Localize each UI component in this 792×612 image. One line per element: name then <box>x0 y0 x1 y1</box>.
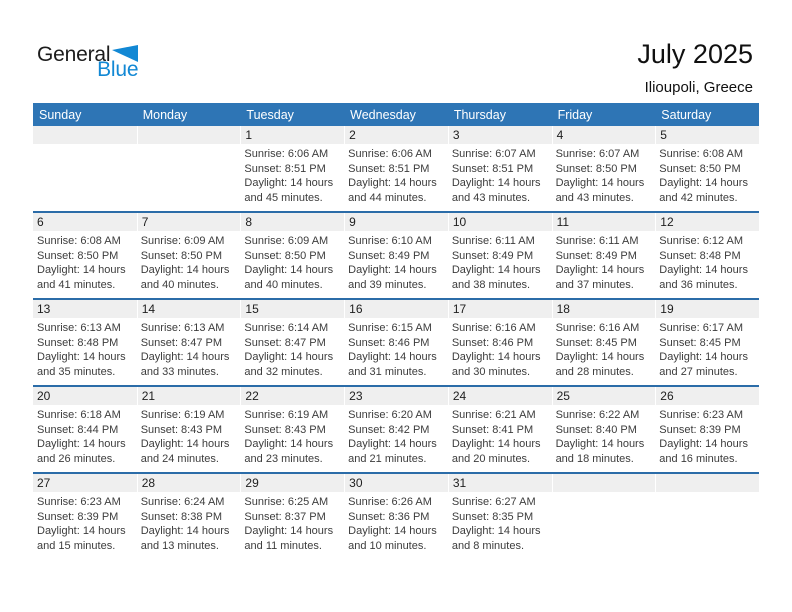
sunset-line: Sunset: 8:35 PM <box>451 510 534 523</box>
daylight-line-1: Daylight: 14 hours <box>555 438 645 451</box>
logo-blue-text: Blue <box>97 58 139 81</box>
day-details <box>137 405 241 472</box>
day-cell <box>344 213 448 298</box>
day-number: 18 <box>552 300 656 318</box>
day-cell <box>552 300 656 385</box>
day-details <box>655 318 759 385</box>
day-number: 23 <box>344 387 448 405</box>
daylight-line-2: and 39 minutes. <box>348 278 427 291</box>
sunset-line: Sunset: 8:38 PM <box>140 510 223 523</box>
daylight-line-2: and 18 minutes. <box>555 452 634 465</box>
daylight-line-1: Daylight: 14 hours <box>140 264 230 277</box>
day-details <box>33 231 137 298</box>
day-details <box>240 405 344 472</box>
daylight-line-1: Daylight: 14 hours <box>37 525 126 538</box>
sunrise-line: Sunrise: 6:21 AM <box>451 409 536 421</box>
sunset-line: Sunset: 8:41 PM <box>451 423 534 436</box>
day-details <box>344 405 448 472</box>
daylight-line-2: and 23 minutes. <box>244 452 323 465</box>
daylight-line-1: Daylight: 14 hours <box>348 438 437 451</box>
day-cell <box>448 300 552 385</box>
sunset-line: Sunset: 8:48 PM <box>37 336 119 349</box>
day-cell <box>448 387 552 472</box>
sunrise-line: Sunrise: 6:19 AM <box>244 409 329 421</box>
day-number: 5 <box>655 126 759 144</box>
day-details <box>344 492 448 559</box>
sunrise-line: Sunrise: 6:16 AM <box>451 322 536 334</box>
daylight-line-2: and 27 minutes. <box>659 365 738 378</box>
day-details <box>552 318 656 385</box>
day-number: 8 <box>240 213 344 231</box>
daylight-line-2: and 30 minutes. <box>451 365 531 378</box>
day-cell <box>344 387 448 472</box>
sunrise-line: Sunrise: 6:07 AM <box>555 148 640 160</box>
sunrise-line: Sunrise: 6:11 AM <box>451 235 535 247</box>
day-cell <box>240 387 344 472</box>
sunset-line: Sunset: 8:47 PM <box>244 336 326 349</box>
empty-day-cell <box>33 126 137 211</box>
empty-day-cell <box>655 474 759 559</box>
sunset-line: Sunset: 8:49 PM <box>451 249 534 262</box>
daylight-line-1: Daylight: 14 hours <box>37 438 126 451</box>
daylight-line-2: and 44 minutes. <box>348 191 427 204</box>
daylight-line-1: Daylight: 14 hours <box>244 351 334 364</box>
sunset-line: Sunset: 8:42 PM <box>348 423 430 436</box>
daylight-line-2: and 42 minutes. <box>659 191 738 204</box>
day-details <box>448 405 552 472</box>
sunrise-line: Sunrise: 6:12 AM <box>659 235 744 247</box>
sunset-line: Sunset: 8:44 PM <box>37 423 119 436</box>
page-location: Ilioupoli, Greece <box>644 78 753 96</box>
sunrise-line: Sunrise: 6:07 AM <box>451 148 536 160</box>
sunrise-line: Sunrise: 6:20 AM <box>348 409 432 421</box>
daylight-line-2: and 41 minutes. <box>37 278 116 291</box>
calendar-table <box>33 103 759 559</box>
week-row <box>33 126 759 211</box>
day-details <box>655 492 759 559</box>
sunrise-line: Sunrise: 6:09 AM <box>140 235 225 247</box>
day-cell <box>655 126 759 211</box>
day-number: 30 <box>344 474 448 492</box>
daylight-line-2: and 43 minutes. <box>555 191 634 204</box>
sunrise-line: Sunrise: 6:22 AM <box>555 409 640 421</box>
day-details <box>552 231 656 298</box>
daylight-line-1: Daylight: 14 hours <box>451 438 541 451</box>
day-number: 16 <box>344 300 448 318</box>
sunrise-line: Sunrise: 6:14 AM <box>244 322 329 334</box>
day-number <box>552 474 656 492</box>
daylight-line-1: Daylight: 14 hours <box>140 438 230 451</box>
day-cell <box>240 300 344 385</box>
week-row <box>33 472 759 559</box>
sunset-line: Sunset: 8:45 PM <box>659 336 741 349</box>
daylight-line-2: and 15 minutes. <box>37 539 116 552</box>
day-number: 4 <box>552 126 656 144</box>
daylight-line-1: Daylight: 14 hours <box>348 177 437 190</box>
day-number <box>137 126 241 144</box>
daylight-line-2: and 28 minutes. <box>555 365 634 378</box>
daylight-line-2: and 16 minutes. <box>659 452 738 465</box>
day-number: 24 <box>448 387 552 405</box>
sunset-line: Sunset: 8:49 PM <box>348 249 430 262</box>
logo-general-text: General <box>37 43 111 66</box>
daylight-line-1: Daylight: 14 hours <box>244 525 334 538</box>
daylight-line-1: Daylight: 14 hours <box>140 351 230 364</box>
day-details <box>552 405 656 472</box>
sunset-line: Sunset: 8:49 PM <box>555 249 637 262</box>
day-details <box>240 492 344 559</box>
empty-day-cell <box>552 474 656 559</box>
daylight-line-2: and 32 minutes. <box>244 365 323 378</box>
day-cell <box>448 126 552 211</box>
page-title: July 2025 <box>637 39 753 69</box>
title-block <box>637 40 753 96</box>
day-number: 26 <box>655 387 759 405</box>
sunset-line: Sunset: 8:50 PM <box>659 162 741 175</box>
day-details <box>240 144 344 211</box>
day-cell <box>240 213 344 298</box>
day-details <box>552 144 656 211</box>
daylight-line-2: and 13 minutes. <box>140 539 219 552</box>
daylight-line-2: and 8 minutes. <box>451 539 524 552</box>
day-cell <box>448 213 552 298</box>
sunset-line: Sunset: 8:46 PM <box>348 336 430 349</box>
daylight-line-2: and 36 minutes. <box>659 278 738 291</box>
day-number: 20 <box>33 387 137 405</box>
day-cell <box>552 387 656 472</box>
day-number <box>33 126 137 144</box>
day-cell <box>137 213 241 298</box>
day-number: 9 <box>344 213 448 231</box>
day-number: 14 <box>137 300 241 318</box>
sunset-line: Sunset: 8:51 PM <box>451 162 534 175</box>
sunset-line: Sunset: 8:50 PM <box>140 249 223 262</box>
daylight-line-2: and 33 minutes. <box>140 365 219 378</box>
sunrise-line: Sunrise: 6:23 AM <box>37 496 121 508</box>
sunrise-line: Sunrise: 6:11 AM <box>555 235 639 247</box>
sunset-line: Sunset: 8:37 PM <box>244 510 326 523</box>
day-number: 25 <box>552 387 656 405</box>
daylight-line-2: and 43 minutes. <box>451 191 531 204</box>
day-details <box>655 231 759 298</box>
day-number: 7 <box>137 213 241 231</box>
daylight-line-1: Daylight: 14 hours <box>37 351 126 364</box>
day-cell <box>552 213 656 298</box>
day-details <box>448 492 552 559</box>
daylight-line-1: Daylight: 14 hours <box>659 438 748 451</box>
week-row <box>33 385 759 472</box>
day-cell <box>448 474 552 559</box>
weekday-friday: Friday <box>557 107 593 122</box>
day-details <box>448 144 552 211</box>
sunrise-line: Sunrise: 6:24 AM <box>140 496 225 508</box>
day-number: 2 <box>344 126 448 144</box>
empty-day-cell <box>137 126 241 211</box>
weekday-tuesday: Tuesday <box>246 107 294 122</box>
daylight-line-1: Daylight: 14 hours <box>244 177 334 190</box>
sunset-line: Sunset: 8:39 PM <box>37 510 119 523</box>
sunset-line: Sunset: 8:47 PM <box>140 336 223 349</box>
day-number: 31 <box>448 474 552 492</box>
day-cell <box>344 300 448 385</box>
day-details <box>552 492 656 559</box>
day-cell <box>33 474 137 559</box>
sunset-line: Sunset: 8:39 PM <box>659 423 741 436</box>
daylight-line-1: Daylight: 14 hours <box>659 264 748 277</box>
day-cell <box>240 126 344 211</box>
day-details <box>137 492 241 559</box>
sunrise-line: Sunrise: 6:23 AM <box>659 409 744 421</box>
daylight-line-2: and 10 minutes. <box>348 539 427 552</box>
day-details <box>344 231 448 298</box>
day-number: 22 <box>240 387 344 405</box>
sunset-line: Sunset: 8:51 PM <box>244 162 326 175</box>
daylight-line-1: Daylight: 14 hours <box>348 351 437 364</box>
day-details <box>137 318 241 385</box>
daylight-line-1: Daylight: 14 hours <box>659 177 748 190</box>
sunset-line: Sunset: 8:46 PM <box>451 336 534 349</box>
day-number: 3 <box>448 126 552 144</box>
sunrise-line: Sunrise: 6:25 AM <box>244 496 329 508</box>
weekday-wednesday: Wednesday <box>350 107 416 122</box>
day-details <box>33 405 137 472</box>
day-number: 15 <box>240 300 344 318</box>
sunrise-line: Sunrise: 6:08 AM <box>37 235 121 247</box>
day-details <box>448 231 552 298</box>
sunrise-line: Sunrise: 6:13 AM <box>37 322 121 334</box>
sunrise-line: Sunrise: 6:06 AM <box>244 148 329 160</box>
day-number: 1 <box>240 126 344 144</box>
weekday-saturday: Saturday <box>661 107 712 122</box>
day-number: 27 <box>33 474 137 492</box>
weekday-header <box>33 103 759 126</box>
day-number: 6 <box>33 213 137 231</box>
sunrise-line: Sunrise: 6:13 AM <box>140 322 225 334</box>
day-number: 12 <box>655 213 759 231</box>
day-number: 13 <box>33 300 137 318</box>
daylight-line-2: and 31 minutes. <box>348 365 427 378</box>
general-blue-logo <box>37 44 138 80</box>
day-number: 11 <box>552 213 656 231</box>
day-cell <box>137 474 241 559</box>
sunset-line: Sunset: 8:43 PM <box>244 423 326 436</box>
sunrise-line: Sunrise: 6:09 AM <box>244 235 329 247</box>
daylight-line-1: Daylight: 14 hours <box>555 264 645 277</box>
day-details <box>655 144 759 211</box>
daylight-line-1: Daylight: 14 hours <box>37 264 126 277</box>
daylight-line-2: and 24 minutes. <box>140 452 219 465</box>
sunrise-line: Sunrise: 6:27 AM <box>451 496 536 508</box>
daylight-line-1: Daylight: 14 hours <box>451 525 541 538</box>
daylight-line-2: and 38 minutes. <box>451 278 531 291</box>
week-row <box>33 211 759 298</box>
daylight-line-1: Daylight: 14 hours <box>451 351 541 364</box>
day-cell <box>240 474 344 559</box>
sunrise-line: Sunrise: 6:15 AM <box>348 322 432 334</box>
calendar-weeks <box>33 126 759 559</box>
daylight-line-2: and 45 minutes. <box>244 191 323 204</box>
sunrise-line: Sunrise: 6:06 AM <box>348 148 432 160</box>
day-number: 17 <box>448 300 552 318</box>
day-details <box>655 405 759 472</box>
sunset-line: Sunset: 8:45 PM <box>555 336 637 349</box>
daylight-line-1: Daylight: 14 hours <box>555 351 645 364</box>
day-details <box>448 318 552 385</box>
sunrise-line: Sunrise: 6:19 AM <box>140 409 225 421</box>
day-number <box>655 474 759 492</box>
daylight-line-2: and 37 minutes. <box>555 278 634 291</box>
daylight-line-2: and 11 minutes. <box>244 539 322 552</box>
sunset-line: Sunset: 8:50 PM <box>244 249 326 262</box>
day-details <box>344 318 448 385</box>
sunset-line: Sunset: 8:50 PM <box>555 162 637 175</box>
daylight-line-2: and 35 minutes. <box>37 365 116 378</box>
day-cell <box>655 300 759 385</box>
day-details <box>137 231 241 298</box>
sunrise-line: Sunrise: 6:08 AM <box>659 148 744 160</box>
day-cell <box>655 387 759 472</box>
sunset-line: Sunset: 8:43 PM <box>140 423 223 436</box>
day-number: 28 <box>137 474 241 492</box>
daylight-line-1: Daylight: 14 hours <box>348 264 437 277</box>
daylight-line-1: Daylight: 14 hours <box>451 177 541 190</box>
day-details <box>33 492 137 559</box>
day-cell <box>33 213 137 298</box>
day-details <box>33 318 137 385</box>
daylight-line-1: Daylight: 14 hours <box>451 264 541 277</box>
day-cell <box>344 126 448 211</box>
weekday-sunday: Sunday <box>39 107 82 122</box>
day-details <box>344 144 448 211</box>
sunrise-line: Sunrise: 6:10 AM <box>348 235 432 247</box>
day-number: 21 <box>137 387 241 405</box>
daylight-line-1: Daylight: 14 hours <box>244 438 334 451</box>
day-details <box>137 144 241 211</box>
sunset-line: Sunset: 8:40 PM <box>555 423 637 436</box>
day-details <box>240 231 344 298</box>
daylight-line-1: Daylight: 14 hours <box>244 264 334 277</box>
sunset-line: Sunset: 8:48 PM <box>659 249 741 262</box>
day-cell <box>344 474 448 559</box>
daylight-line-1: Daylight: 14 hours <box>659 351 748 364</box>
daylight-line-1: Daylight: 14 hours <box>348 525 437 538</box>
daylight-line-1: Daylight: 14 hours <box>140 525 230 538</box>
day-cell <box>137 300 241 385</box>
sunrise-line: Sunrise: 6:16 AM <box>555 322 640 334</box>
daylight-line-2: and 26 minutes. <box>37 452 116 465</box>
daylight-line-1: Daylight: 14 hours <box>555 177 645 190</box>
day-details <box>33 144 137 211</box>
daylight-line-2: and 40 minutes. <box>140 278 219 291</box>
day-cell <box>137 387 241 472</box>
day-number: 19 <box>655 300 759 318</box>
daylight-line-2: and 21 minutes. <box>348 452 427 465</box>
sunset-line: Sunset: 8:36 PM <box>348 510 430 523</box>
sunset-line: Sunset: 8:50 PM <box>37 249 119 262</box>
day-cell <box>655 213 759 298</box>
weekday-monday: Monday <box>142 107 188 122</box>
sunrise-line: Sunrise: 6:18 AM <box>37 409 121 421</box>
daylight-line-2: and 40 minutes. <box>244 278 323 291</box>
day-number: 10 <box>448 213 552 231</box>
sunrise-line: Sunrise: 6:17 AM <box>659 322 744 334</box>
day-cell <box>33 300 137 385</box>
sunset-line: Sunset: 8:51 PM <box>348 162 430 175</box>
week-row <box>33 298 759 385</box>
day-cell <box>33 387 137 472</box>
daylight-line-2: and 20 minutes. <box>451 452 531 465</box>
day-cell <box>552 126 656 211</box>
day-details <box>240 318 344 385</box>
weekday-thursday: Thursday <box>453 107 506 122</box>
sunrise-line: Sunrise: 6:26 AM <box>348 496 432 508</box>
day-number: 29 <box>240 474 344 492</box>
